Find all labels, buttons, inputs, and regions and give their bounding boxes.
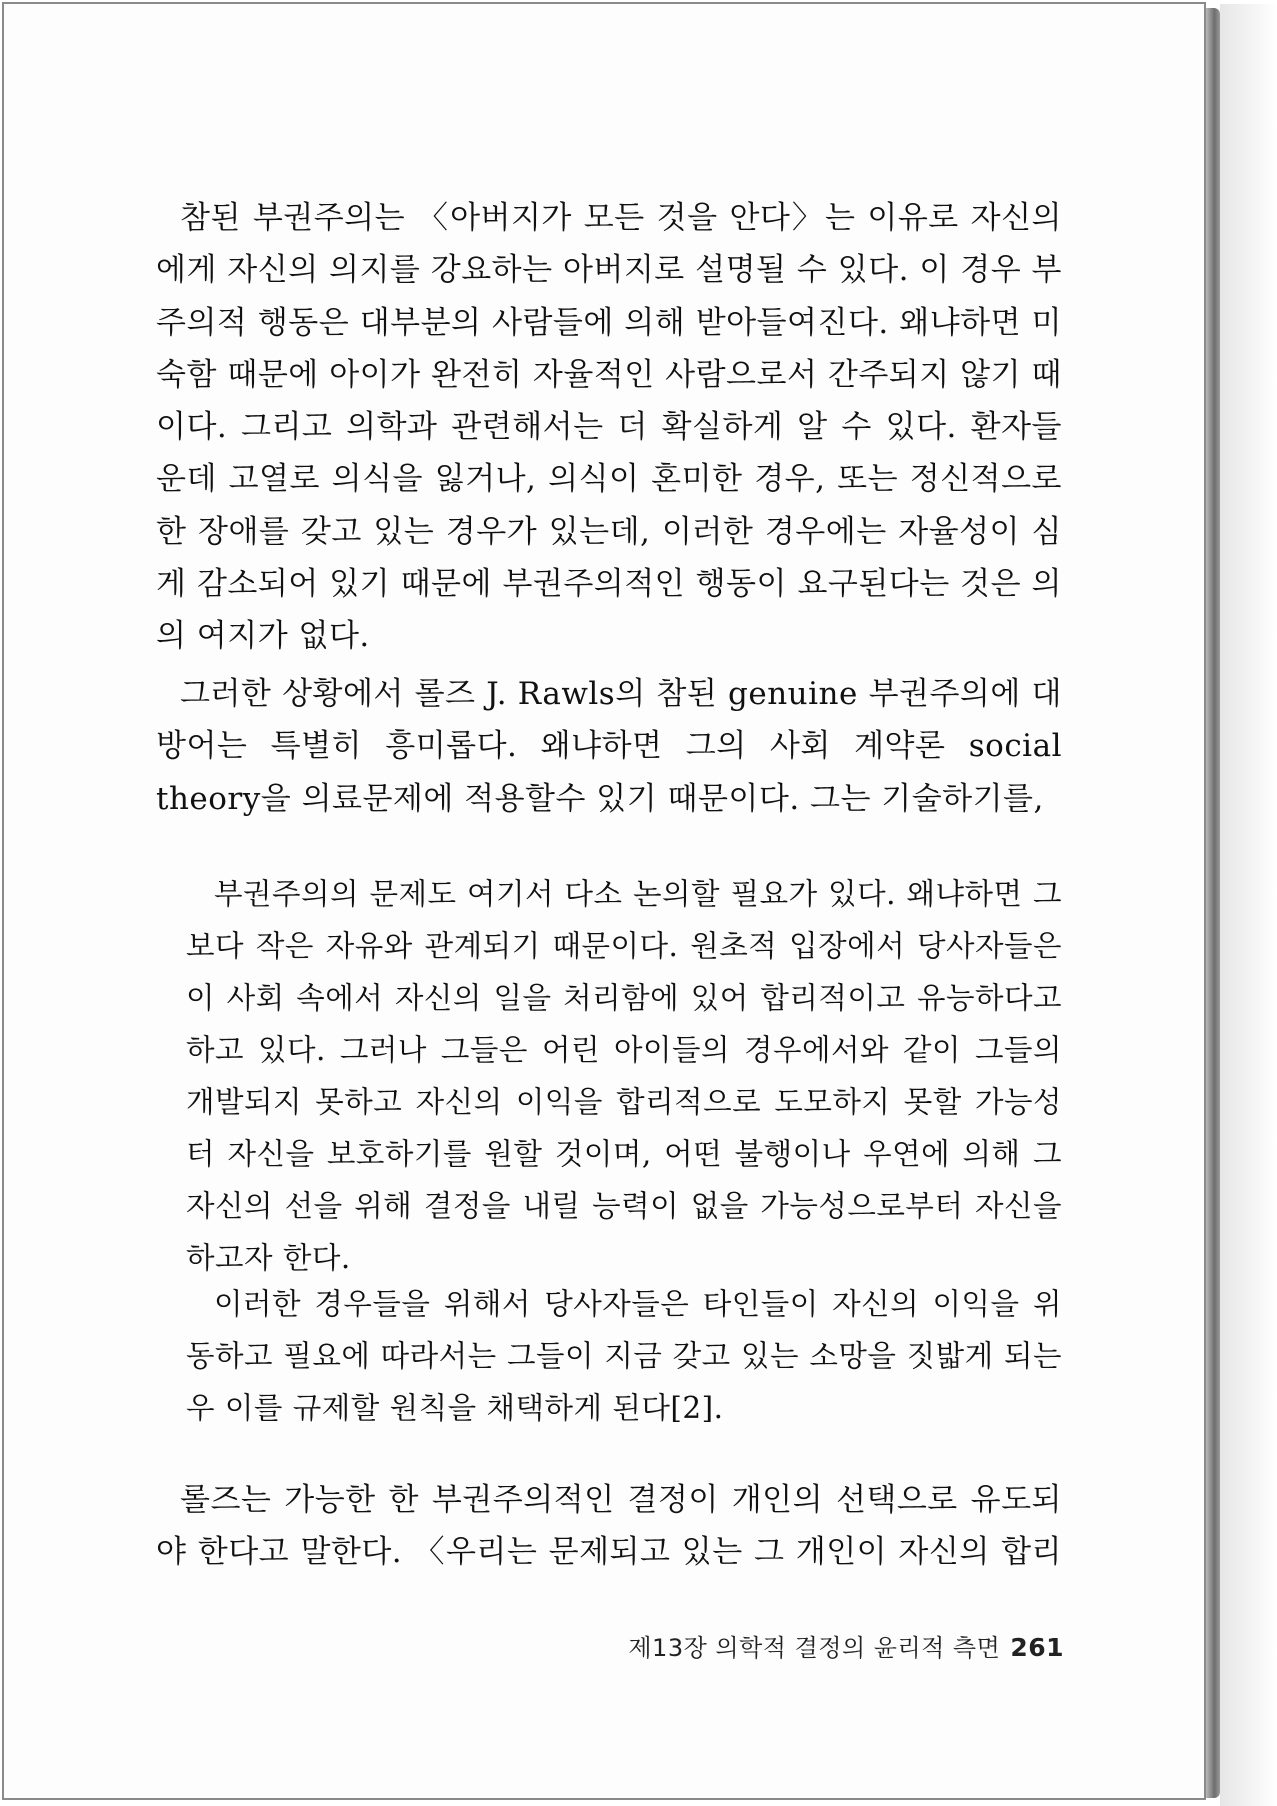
- paragraph-1: [156, 192, 1062, 663]
- text-line: 운데 고열로 의식을 잃거나, 의식이 혼미한 경우, 또는 정신적으로: [156, 461, 1062, 498]
- page-number: 261: [1010, 1633, 1064, 1662]
- page-shadow: [1220, 4, 1277, 1806]
- paragraph-2: [156, 668, 1062, 825]
- text-line: 동하고 필요에 따라서는 그들이 지금 갖고 있는 소망을 짓밟게 되는: [186, 1339, 1062, 1373]
- paragraph-3: [156, 1474, 1062, 1579]
- text-line: 주의적 행동은 대부분의 사람들에 의해 받아들여진다. 왜냐하면 미: [156, 304, 1062, 341]
- text-line: 의 여지가 없다.: [156, 618, 370, 655]
- page-edge: [1206, 8, 1220, 1798]
- text-line: 이 사회 속에서 자신의 일을 처리함에 있어 합리적이고 유능하다고: [186, 981, 1062, 1015]
- page-footer: [628, 1628, 1064, 1663]
- text-line: 이다. 그리고 의학과 관련해서는 더 확실하게 알 수 있다. 환자들: [156, 409, 1062, 446]
- text-line: theory을 의료문제에 적용할수 있기 때문이다. 그는 기술하기를,: [156, 780, 1044, 817]
- text-line: 그러한 상황에서 롤즈 J. Rawls의 참된 genuine 부권주의에 대: [180, 676, 1062, 712]
- text-line: 부권주의의 문제도 여기서 다소 논의할 필요가 있다. 왜냐하면 그: [214, 877, 1062, 911]
- text-line: 터 자신을 보호하기를 원할 것이며, 어떤 불행이나 우연에 의해 그: [186, 1137, 1062, 1171]
- text-line: 보다 작은 자유와 관계되기 때문이다. 원초적 입장에서 당사자들은: [186, 929, 1062, 963]
- text-line: 방어는 특별히 흥미롭다. 왜냐하면 그의 사회 계약론 social: [156, 728, 1062, 765]
- text-line: 이러한 경우들을 위해서 당사자들은 타인들이 자신의 이익을 위: [214, 1287, 1062, 1321]
- text-line: 참된 부권주의는 〈아버지가 모든 것을 안다〉는 이유로 자신의: [180, 200, 1062, 236]
- text-line: 자신의 선을 위해 결정을 내릴 능력이 없을 가능성으로부터 자신을: [186, 1189, 1062, 1223]
- text-line: 에게 자신의 의지를 강요하는 아버지로 설명될 수 있다. 이 경우 부: [156, 252, 1062, 289]
- text-line: 롤즈는 가능한 한 부권주의적인 결정이 개인의 선택으로 유도되: [180, 1482, 1062, 1518]
- text-line: 우 이를 규제할 원칙을 채택하게 된다[2].: [186, 1391, 724, 1425]
- text-line: 하고 있다. 그러나 그들은 어린 아이들의 경우에서와 같이 그들의: [186, 1033, 1062, 1067]
- block-quote-2: [186, 1278, 1062, 1434]
- text-line: 숙함 때문에 아이가 완전히 자율적인 사람으로서 간주되지 않기 때: [156, 356, 1062, 393]
- text-line: 하고자 한다.: [186, 1241, 351, 1275]
- running-head: 제13장 의학적 결정의 윤리적 측면: [628, 1634, 1001, 1662]
- text-line: 야 한다고 말한다. 〈우리는 문제되고 있는 그 개인이 자신의 합리: [156, 1534, 1062, 1571]
- block-quote-1: [186, 868, 1062, 1284]
- text-line: 개발되지 못하고 자신의 이익을 합리적으로 도모하지 못할 가능성: [186, 1085, 1062, 1119]
- text-line: 한 장애를 갖고 있는 경우가 있는데, 이러한 경우에는 자율성이 심: [156, 513, 1062, 550]
- text-line: 게 감소되어 있기 때문에 부권주의적인 행동이 요구된다는 것은 의: [156, 566, 1062, 603]
